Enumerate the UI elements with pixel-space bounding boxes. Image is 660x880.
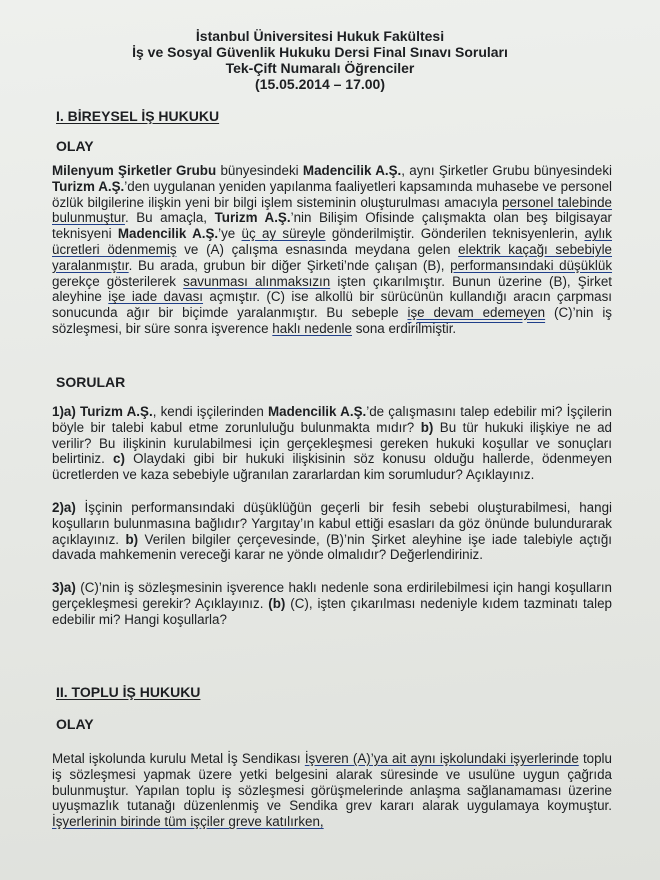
underlined-phrase: İşyerlerinin birinde tüm işçiler greve katılırken,: [52, 814, 324, 830]
underlined-phrase: İşveren (A)’ya ait aynı işkolundaki işyerlerinde: [304, 751, 579, 766]
course-title: İş ve Sosyal Güvenlik Hukuku Dersi Final Sınavı Soruları: [132, 44, 508, 60]
question-2: 2)a) İşçinin performansındaki düşüklüğün geçerli bir fesih sebebi oluşturabilmesi, hangi koşulların bulunmasına bağlıdır? Yargıtay’ın kabul ettiği esasları da göz önünde bulundurarak açıklayınız. b) Verilen bilgiler çerçevesinde, (B)’nin Şirket aleyhine işe iade talebiyle açtığı davada mahkemenin vereceği karar ne yönde olmalıdır? Değerlendiriniz.: [52, 499, 612, 563]
question-1: 1)a) Turizm A.Ş., kendi işçilerinden Madencilik A.Ş.’de çalışmasını talep edebilir mi? İşçilerin böyle bir talebi kabul etme zorunluluğu bulunmakta mıdır? b) Bu tür hukuki ilişkiye ne ad verilir? Bu ilişkinin kurulabilmesi için gerçekleşmesi gereken hukuki koşullar ve sonuçları belirtiniz. c) Olaydaki gibi bir hukuki ilişkisinin söz konusu olduğu hallerde, ödenmeyen ücretlerden ve kaza sebebiyle uğranılan zararlardan kim sorumludur? Açıklayınız.: [52, 404, 612, 483]
case-paragraph: Milenyum Şirketler Grubu bünyesindeki Madencilik A.Ş., aynı Şirketler Grubu bünyesindeki Turizm A.Ş.’den uygulanan yeniden yapılanma faaliyetleri kapsamında muhasebe ve personel özlük bilgilerine ilişkin yeni bir bilgi işlem sisteminin oluşturulması amacıyla personel talebinde bulunmuştur. Bu amaçla, Turizm A.Ş.’nin Bilişim Ofisinde çalışmakta olan beş bilgisayar teknisyeni Madencilik A.Ş.’ye üç ay süreyle gönderilmiştir. Gönderilen teknisyenlerin, aylık ücretleri ödenmemiş ve (A) çalışma esnasında meydana gelen elektrik kaçağı sebebiyle yaralanmıştır. Bu arada, grubun bir diğer Şirketi’nde çalışan (B), performansındaki düşüklük gerekçe gösterilerek savunması alınmaksızın işten çıkarılmıştır. Bunun üzerine (B), Şirket aleyhine işe iade davası açmıştır. (C) ise alkollü bir sürücünün kullandığı aracın çarpması sonucunda ağır bir biçimde yaralanmıştır. Bu sebeple işe devam edemeyen (C)’nin iş sözleşmesi, bir süre sonra işverence haklı nedenle sona erdirilmiştir.: [52, 163, 613, 336]
question-3: 3)a) (C)’nin iş sözleşmesinin işverence haklı nedenle sona erdirilebilmesi için hangi koşulların gerçekleşmesi gerekir? Açıklayınız. (b) (C), işten çıkarılması nedeniyle kıdem tazminatı talep edebilir mi? Hangi koşullarla?: [52, 580, 612, 627]
case-text-2: [52, 751, 612, 830]
underlined-phrase: işe devam edemeyen: [407, 305, 546, 321]
underlined-phrase: haklı nedenle: [272, 320, 352, 336]
case-title-2: OLAY: [56, 716, 94, 732]
questions-title: SORULAR: [56, 374, 126, 390]
case-text: [52, 163, 612, 337]
exam-date: (15.05.2014 – 17.00): [255, 76, 385, 92]
university-line: İstanbul Üniversitesi Hukuk Fakültesi: [195, 28, 445, 44]
underlined-phrase: elektrik kaçağı sebebiyle yaralanmıştır: [52, 241, 613, 273]
underlined-phrase: personel talebinde bulunmuştur: [52, 194, 612, 226]
student-group: Tek-Çift Numaralı Öğrenciler: [225, 60, 415, 76]
underlined-phrase: savunması alınmaksızın: [183, 273, 331, 289]
underlined-phrase: üç ay süreyle: [241, 226, 326, 242]
case-paragraph-2: Metal işkolunda kurulu Metal İş Sendikası İşveren (A)’ya ait aynı işkolundaki işyerlerinde toplu iş sözleşmesi yapmak üzere yetki belgesini alarak süresinde ve usulüne uygun çağrıda bulunmuştur. Yapılan toplu iş sözleşmesi görüşmelerinde anlaşma sağlanamaması üzerine uyuşmazlık tutanağı düzenlenmiş ve Sendika grev kararı alarak uygulamaya koymuştur. İşyerlerinin birinde tüm işçiler greve katılırken,: [52, 751, 612, 830]
underlined-phrase: işe iade davası: [108, 289, 204, 305]
questions-block: [52, 404, 612, 645]
underlined-phrase: aylık ücretleri ödenmemiş: [52, 226, 612, 257]
exam-header: [40, 0, 600, 92]
section-title-individual-labour-law: I. BİREYSEL İŞ HUKUKU: [56, 108, 220, 124]
case-title: OLAY: [56, 138, 94, 154]
underlined-phrase: performansındaki düşüklük: [450, 257, 613, 273]
section-title-collective-labour-law: II. TOPLU İŞ HUKUKU: [56, 684, 201, 700]
